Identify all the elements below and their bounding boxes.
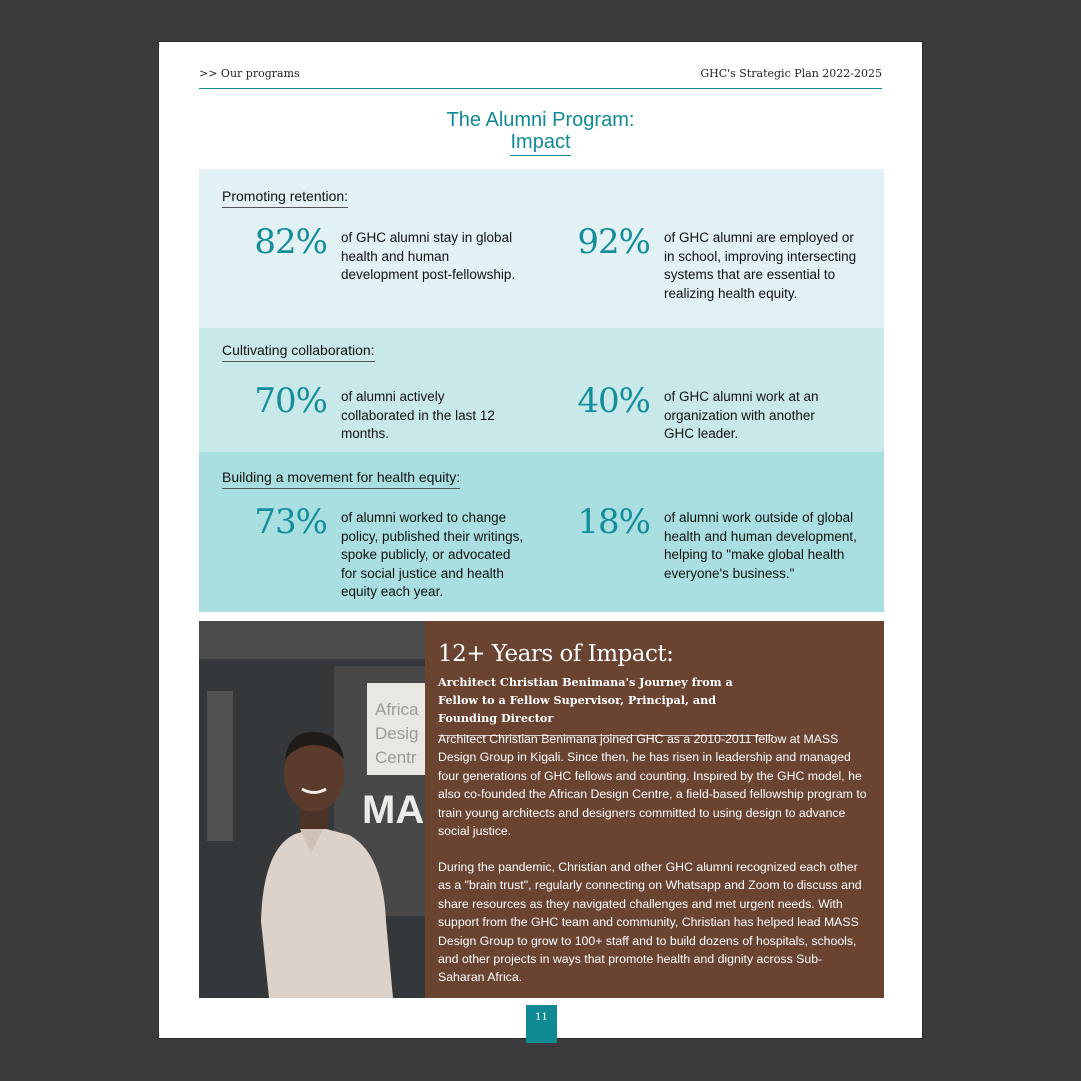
section-movement xyxy=(199,452,884,612)
section-retention xyxy=(199,169,884,328)
stat-text: of GHC alumni stay in global health and human development post-fellowship. xyxy=(341,230,516,282)
sign-text-line2: Desig xyxy=(375,724,419,743)
page-title-line2: Impact xyxy=(510,131,570,156)
stat-item xyxy=(577,381,829,444)
stat-value: 73% xyxy=(254,502,327,542)
report-page xyxy=(158,41,923,1039)
section-breadcrumb: >> Our programs xyxy=(199,67,300,80)
page-header xyxy=(199,65,882,89)
stat-text: of alumni worked to change policy, published their writings, spoke publicly, or advocated for social justice and health equity each year. xyxy=(341,510,524,599)
section-label: Building a movement for health equity: xyxy=(222,469,460,489)
story-subtitle: Architect Christian Benimana's Journey from a Fellow to a Fellow Supervisor, Principal, and Founding Director xyxy=(438,673,773,736)
page-title-line1: The Alumni Program: xyxy=(446,109,635,131)
section-label: Promoting retention: xyxy=(222,188,348,208)
stat-text: of alumni work outside of global health and human development, helping to "make global health everyone's business." xyxy=(664,510,857,581)
impact-story xyxy=(199,621,884,998)
portrait-photo xyxy=(199,621,425,998)
page-number: 11 xyxy=(526,1005,557,1043)
stat-text: of alumni actively collaborated in the last 12 months. xyxy=(341,389,495,441)
stat-text: of GHC alumni work at an organization with another GHC leader. xyxy=(664,389,819,441)
stat-item xyxy=(577,502,879,583)
story-paragraph-1: Architect Christian Benimana joined GHC as a 2010-2011 fellow at MASS Design Group in Kigali. Since then, he has risen in leadership and managed four generations of GHC fellows and counting. Inspired by the GHC model, he also co-founded the African Design Centre, a field-based fellowship program to train young architects and designers committed to using design to advance social justice. xyxy=(438,732,867,839)
stat-value: 92% xyxy=(577,222,650,262)
stat-value: 82% xyxy=(254,222,327,262)
section-label: Cultivating collaboration: xyxy=(222,342,375,362)
portrait-illustration xyxy=(199,621,425,998)
story-panel xyxy=(425,621,884,998)
page-title xyxy=(199,109,882,156)
stat-value: 70% xyxy=(254,381,327,421)
story-paragraph-2: During the pandemic, Christian and other GHC alumni recognized each other as a "brain trust", regularly connecting on Whatsapp and Zoom to discuss and share resources as they navigated challenges and met urgent needs. With support from the GHC team and community, Christian has helped lead MASS Design Group to grow to 100+ staff and to build dozens of hospitals, schools, and other projects in ways that promote health and dignity across Sub-Saharan Africa. xyxy=(438,860,862,985)
section-collaboration xyxy=(199,328,884,452)
stat-item xyxy=(254,381,501,444)
stat-item xyxy=(254,222,516,285)
stat-item xyxy=(577,222,859,303)
sign-text-line1: Africa xyxy=(375,700,419,719)
sign-text-big: MA xyxy=(362,788,425,832)
stat-text: of GHC alumni are employed or in school, improving intersecting systems that are essential to realizing health equity. xyxy=(664,230,857,301)
stat-item xyxy=(254,502,526,602)
story-title: 12+ Years of Impact: xyxy=(438,641,674,667)
stat-value: 18% xyxy=(577,502,650,542)
stat-value: 40% xyxy=(577,381,650,421)
sign-text-line3: Centr xyxy=(375,748,417,767)
document-title: GHC's Strategic Plan 2022-2025 xyxy=(700,67,882,80)
